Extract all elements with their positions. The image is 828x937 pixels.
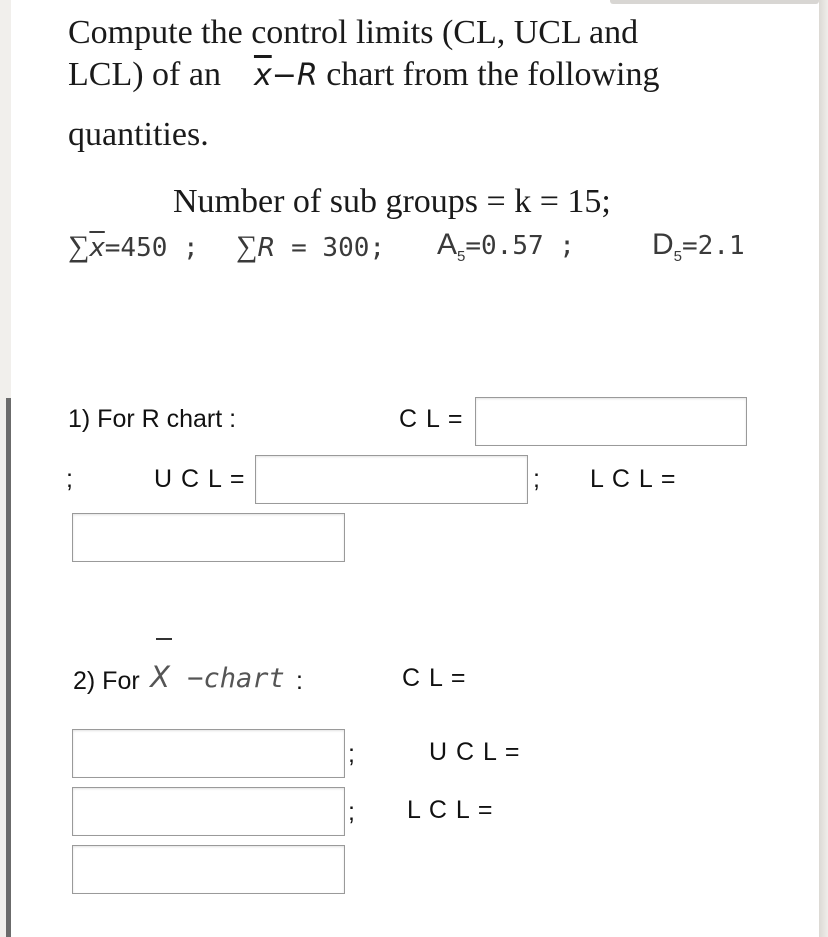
- sigma-icon: ∑: [68, 230, 90, 263]
- part1-lcl-label: L C L =: [590, 465, 677, 493]
- question-line-2-prefix: LCL) of an: [68, 56, 221, 93]
- xbar-chart-cl-input[interactable]: [72, 729, 345, 778]
- a5-expression: [437, 228, 575, 265]
- r-chart-lcl-input[interactable]: [72, 513, 345, 562]
- a5-subscript: 5: [457, 248, 466, 265]
- part1-semicolon-b: ;: [533, 465, 541, 493]
- part1-semicolon-a: ;: [66, 465, 74, 493]
- part2-semicolon-a: ;: [348, 740, 356, 768]
- part2-label: [73, 640, 304, 700]
- sum-r-variable: R: [257, 233, 276, 263]
- sigma-icon: ∑: [236, 230, 258, 263]
- question-line-3: quantities.: [68, 116, 209, 153]
- xbar-chart-ucl-input[interactable]: [72, 787, 345, 836]
- xbar-chart-lcl-input[interactable]: [72, 845, 345, 894]
- part2-lcl-label: L C L =: [407, 796, 494, 824]
- part2-label-prefix: 2) For: [73, 667, 140, 695]
- question-line-2: [68, 58, 660, 92]
- question-line-1: Compute the control limits (CL, UCL and: [68, 14, 639, 51]
- xbar-chart-symbol: [150, 660, 294, 694]
- subgroups-line: Number of sub groups = k = 15;: [173, 183, 611, 220]
- xbar-chart-word: −chart: [187, 663, 285, 694]
- xbar-overline: [156, 638, 172, 640]
- sum-r-value: = 300;: [275, 233, 386, 263]
- part2-ucl-label: U C L =: [429, 738, 521, 766]
- a5-value: =0.57 ;: [465, 231, 575, 261]
- part2-cl-label: C L =: [402, 664, 467, 692]
- part1-ucl-label: U C L =: [154, 465, 246, 493]
- a5-letter: A: [437, 228, 458, 261]
- r-chart-ucl-input[interactable]: [255, 455, 528, 504]
- r-chart-cl-input[interactable]: [475, 397, 747, 446]
- d5-subscript: 5: [673, 248, 683, 265]
- d5-value: =2.1: [682, 231, 745, 261]
- d5-letter: D: [652, 228, 674, 261]
- sum-x-variable: $\overline{x}$: [89, 233, 105, 263]
- sum-x-value: =450 ;: [104, 233, 199, 263]
- xbar-symbol: $\overline{x}$: [253, 58, 272, 93]
- panel-shadow-edge: [819, 0, 828, 937]
- d5-expression: [652, 228, 745, 265]
- xbar-chart-x: X: [150, 660, 171, 694]
- top-edge-bar: [610, 0, 819, 4]
- part2-colon: :: [296, 667, 304, 695]
- part1-label: 1) For R chart :: [68, 405, 237, 433]
- part2-semicolon-b: ;: [348, 798, 356, 826]
- part1-cl-label: C L =: [399, 405, 464, 433]
- sum-r-expression: [236, 230, 385, 264]
- question-line-2-suffix: chart from the following: [326, 56, 660, 93]
- minus-r-symbol: −R: [271, 58, 318, 93]
- sum-x-expression: [68, 230, 199, 264]
